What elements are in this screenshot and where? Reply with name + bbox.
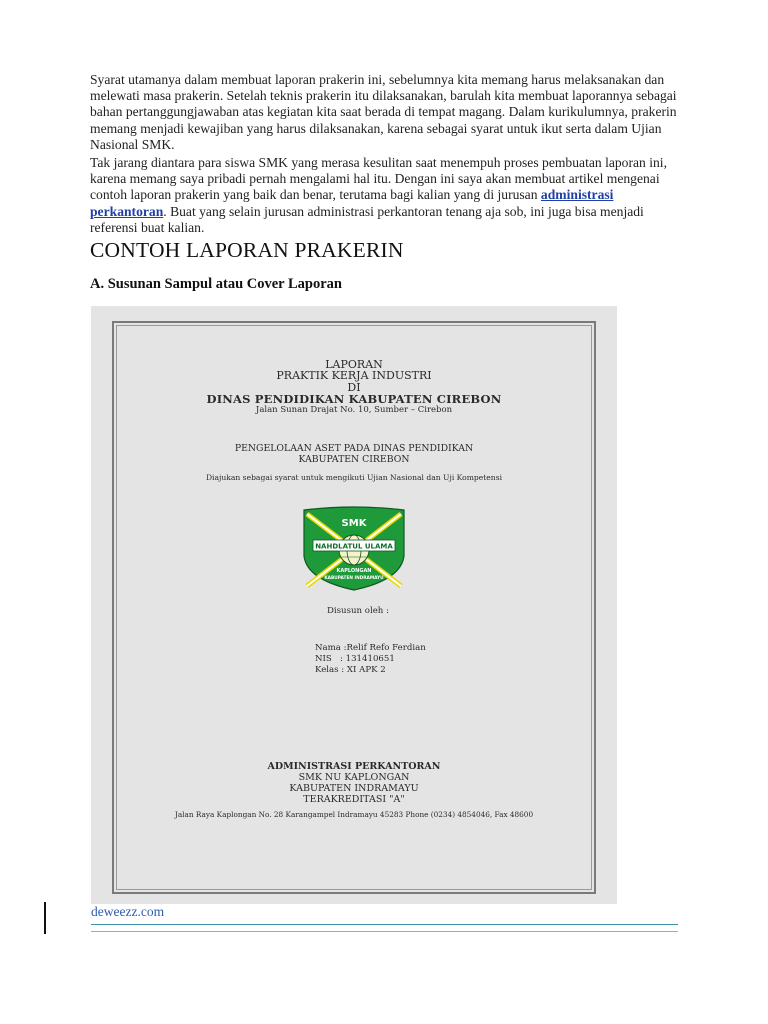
smk-nu-logo	[301, 506, 407, 592]
cover-jurusan: ADMINISTRASI PERKANTORAN	[267, 761, 441, 772]
logo-smk-text: SMK	[341, 518, 367, 529]
cover-dinas-address: Jalan Sunan Drajat No. 10, Sumber – Cirebon	[255, 405, 453, 415]
page-heading: CONTOH LAPORAN PRAKERIN	[90, 238, 404, 262]
cover-title-line-2: KABUPATEN CIREBON	[298, 454, 410, 465]
logo-bottom-text-1: KAPLONGAN	[336, 568, 372, 574]
section-subheading: A. Susunan Sampul atau Cover Laporan	[90, 276, 342, 292]
cover-school: SMK NU KAPLONGAN	[298, 772, 410, 783]
cover-disusun-oleh: Disusun oleh :	[327, 606, 389, 616]
cover-dinas: DINAS PENDIDIKAN KABUPATEN CIREBON	[206, 392, 502, 406]
source-credit-link[interactable]: deweezz.com	[91, 904, 165, 919]
cover-image	[91, 306, 617, 904]
intro-paragraph-1: Syarat utamanya dalam membuat laporan prakerin ini, sebelumnya kita memang harus melaksanakan dan melewati masa prakerin. Setelah teknis prakerin itu dilaksanakan, barulah kita membuat laporannya sebagai bahan pertanggungjawaban atas kegiatan kita saat berada di tempat magang. Dalam kurikulumnya, prakerin memang menjadi kewajiban yang harus dilaksanakan, karena sebagai syarat untuk ikut serta dalam Ujian Nasional SMK.	[90, 72, 677, 152]
logo-band-text: NAHDLATUL ULAMA	[315, 542, 393, 551]
intro-paragraph-2-text-b: . Buat yang selain jurusan administrasi perkantoran tenang aja sob, ini juga bisa menjadi referensi buat kalian.	[90, 203, 644, 235]
cover-title-line-1: PENGELOLAAN ASET PADA DINAS PENDIDIKAN	[234, 443, 474, 454]
footer-divider-top	[91, 924, 678, 925]
cover-kabupaten: KABUPATEN INDRAMAYU	[289, 783, 419, 794]
cover-author-class: Kelas : XI APK 2	[315, 665, 386, 675]
cover-praktik-kerja: PRAKTIK KERJA INDUSTRI	[276, 369, 432, 382]
cover-diajukan: Diajukan sebagai syarat untuk mengikuti Ujian Nasional dan Uji Kompetensi	[205, 473, 503, 482]
administrasi-perkantoran-link[interactable]: administrasi perkantoran	[90, 187, 614, 219]
cover-akreditasi: TERAKREDITASI "A"	[303, 794, 405, 805]
logo-bottom-text-2: KABUPATEN INDRAMAYU	[324, 576, 384, 581]
cover-author-name: Nama :Relif Refo Ferdian	[315, 643, 426, 653]
cover-di: DI	[347, 381, 361, 394]
footer-divider-bottom	[91, 931, 678, 932]
text-cursor-bar	[44, 902, 46, 934]
cover-author-nis: NIS : 131410651	[315, 654, 395, 664]
intro-paragraph-2	[90, 155, 680, 236]
cover-school-address: Jalan Raya Kaplongan No. 28 Karangampel Indramayu 45283 Phone (0234) 4854046, Fax 48600	[174, 810, 534, 819]
intro-paragraph-2-text-a: Tak jarang diantara para siswa SMK yang merasa kesulitan saat menempuh proses pembuatan laporan ini, karena memang saya pribadi pernah mengalami hal itu. Dengan ini saya akan membuat artikel mengenai contoh laporan prakerin yang baik dan benar, terutama bagi kalian yang di jurusan	[90, 155, 667, 203]
cover-laporan: LAPORAN	[325, 358, 383, 371]
